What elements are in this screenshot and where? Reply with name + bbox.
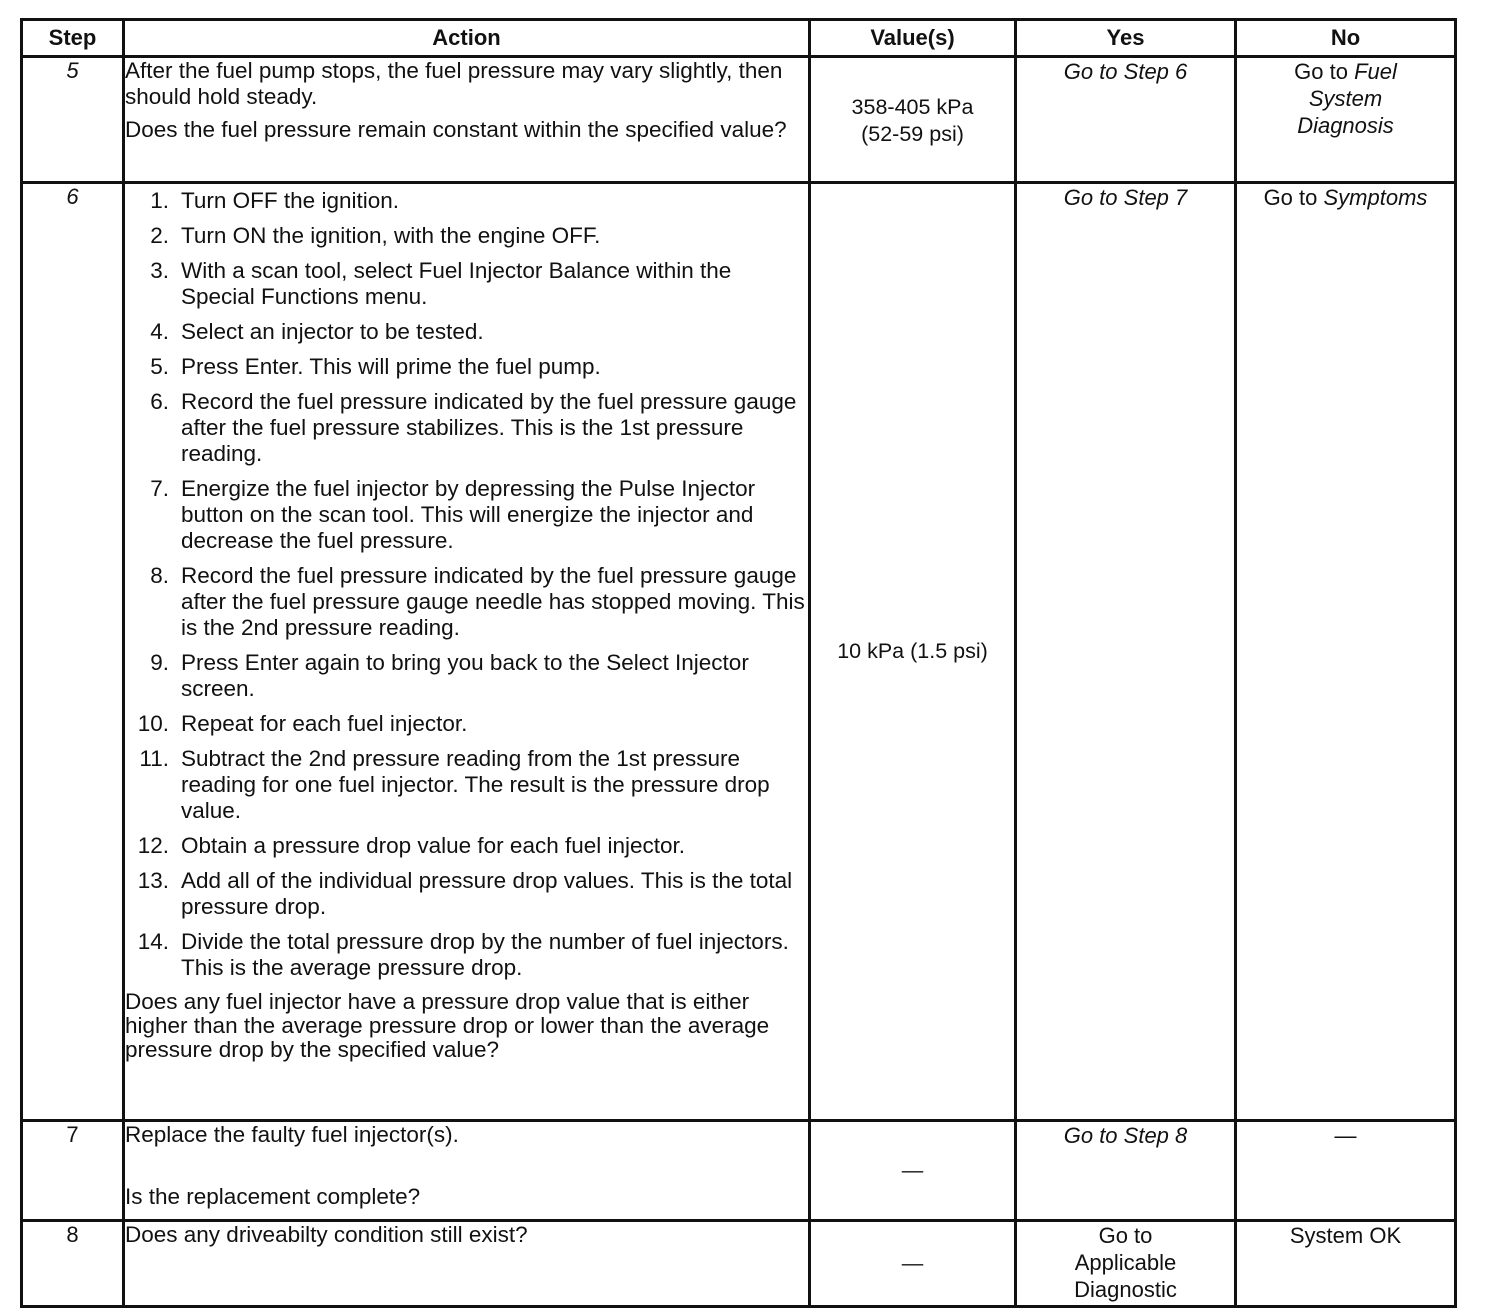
action-question: Does the fuel pressure remain constant within the specified value? [125,117,787,142]
value-cell [810,1221,1016,1307]
list-item: 10. Repeat for each fuel injector. [137,711,468,736]
action-cell [124,1121,810,1221]
no-dash: — [1334,1123,1357,1148]
no-prefix: Go to [1263,185,1318,210]
value-cell [810,1121,1016,1221]
table-row [22,1121,1456,1221]
list-item: 11. Subtract the 2nd pressure reading from the 1st pressure reading for one fuel injector. The result is the pressure drop value. [139,746,770,823]
substep-list [125,188,808,981]
yes-link[interactable]: Go to Step 6 [1063,59,1188,84]
step-number: 7 [22,1121,124,1221]
header-yes: Yes [1016,20,1236,57]
action-text: Replace the faulty fuel injector(s). [125,1122,459,1147]
no-cell [1236,57,1456,183]
no-cell [1236,183,1456,1121]
list-item: 8. Record the fuel pressure indicated by the fuel pressure gauge after the fuel pressure gauge needle has stopped moving. This is the 2nd pressure reading. [150,563,805,640]
no-link[interactable] [1237,58,1454,139]
yes-link[interactable]: Go to Step 8 [1063,1123,1188,1148]
value-text: (52-59 psi) [861,122,964,146]
action-question: Is the replacement complete? [125,1184,421,1209]
value-text: 10 kPa (1.5 psi) [837,639,988,663]
action-cell [124,57,810,183]
list-item: 7. Energize the fuel injector by depressing the Pulse Injector button on the scan tool. This will energize the injector and decrease the fuel pressure. [150,476,756,553]
table-row [22,183,1456,1121]
step-number: 8 [22,1221,124,1307]
header-action: Action [124,20,810,57]
no-result: System OK [1289,1223,1402,1248]
list-item: 14. Divide the total pressure drop by the number of fuel injectors. This is the average pressure drop. [137,929,789,980]
value-dash: — [901,1251,924,1275]
diagnostic-table [20,18,1457,1308]
list-item: 6. Record the fuel pressure indicated by the fuel pressure gauge after the fuel pressure stabilizes. This is the 1st pressure reading. [150,389,797,466]
value-cell [810,183,1016,1121]
yes-cell [1016,1121,1236,1221]
action-cell [124,183,810,1121]
no-cell [1236,1121,1456,1221]
header-values: Value(s) [810,20,1016,57]
list-item: 12. Obtain a pressure drop value for each fuel injector. [137,833,686,858]
table-row [22,1221,1456,1307]
header-row [22,20,1456,57]
yes-cell [1016,183,1236,1121]
step-number: 5 [22,57,124,183]
no-cell [1236,1221,1456,1307]
action-question: Does any fuel injector have a pressure drop value that is either higher than the average pressure drop or lower than the average pressure drop by the specified value? [125,989,770,1062]
value-text: 358-405 kPa [851,95,974,119]
table-row [22,57,1456,183]
value-dash: — [901,1158,924,1182]
list-item: 1. Turn OFF the ignition. [150,188,400,213]
header-no: No [1236,20,1456,57]
yes-link[interactable]: Go to Step 7 [1063,185,1188,210]
list-item: 3. With a scan tool, select Fuel Injector Balance within the Special Functions menu. [150,258,732,309]
yes-cell [1016,57,1236,183]
action-question: Does any driveabilty condition still exist? [125,1222,528,1247]
yes-link[interactable]: Go to Applicable Diagnostic [1074,1223,1177,1302]
value-cell [810,57,1016,183]
no-prefix: Go to [1294,59,1348,84]
list-item: 9. Press Enter again to bring you back to the Select Injector screen. [150,650,749,701]
list-item: 4. Select an injector to be tested. [150,319,484,344]
header-step: Step [22,20,124,57]
no-link[interactable] [1264,185,1428,210]
no-target: Symptoms [1323,185,1428,210]
list-item: 2. Turn ON the ignition, with the engine OFF. [150,223,601,248]
step-number: 6 [22,183,124,1121]
action-text: After the fuel pump stops, the fuel pressure may vary slightly, then should hold steady. [125,58,783,109]
list-item: 5. Press Enter. This will prime the fuel pump. [150,354,601,379]
list-item: 13. Add all of the individual pressure drop values. This is the total pressure drop. [137,868,793,919]
yes-cell [1016,1221,1236,1307]
action-cell [124,1221,810,1307]
no-target: Fuel System Diagnosis [1297,59,1397,138]
